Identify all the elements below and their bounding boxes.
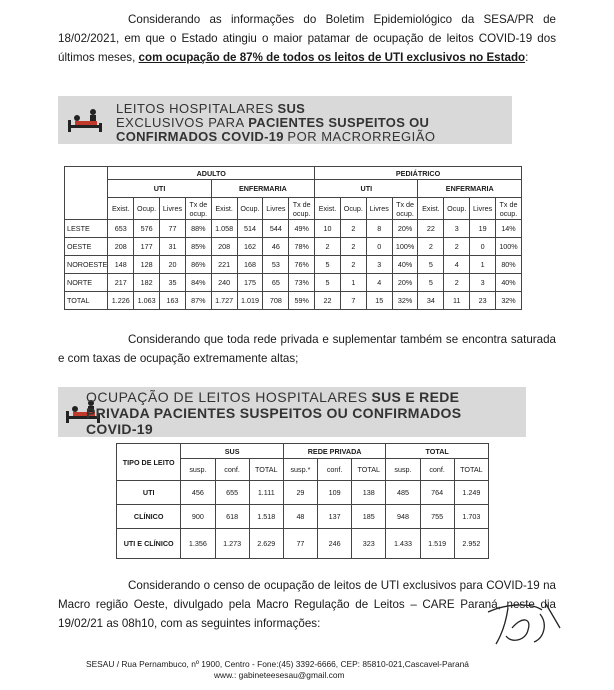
table-cell: 3	[366, 256, 392, 274]
t1-col-header: Ocup.	[340, 198, 366, 220]
table-cell: 20%	[392, 220, 418, 238]
intro-highlight: com ocupação de 87% de todos os leitos de UTI exclusivos no Estado	[138, 51, 526, 64]
table-cell: 1.518	[249, 505, 283, 529]
row-label: OESTE	[65, 238, 108, 256]
table-cell: 2	[315, 238, 341, 256]
t1-col-header: Tx de ocup.	[496, 198, 522, 220]
t1-sub-uti-adulto: UTI	[108, 180, 211, 198]
table-cell: 5	[418, 274, 444, 292]
table-cell: 31	[160, 238, 186, 256]
table-cell: 1.226	[108, 292, 134, 310]
t2-col-header: susp.*	[283, 459, 317, 481]
table-cell: 208	[108, 238, 134, 256]
banner-sus-rede-privada	[58, 387, 526, 437]
table-cell: 109	[318, 481, 352, 505]
private-network-paragraph	[58, 330, 556, 368]
table-cell: 217	[108, 274, 134, 292]
t1-group-pediatrico: PEDIÁTRICO	[315, 167, 522, 180]
table-cell: 208	[211, 238, 237, 256]
table-cell: 1.433	[386, 529, 420, 559]
table-cell: 2	[340, 256, 366, 274]
table-cell: 456	[181, 481, 215, 505]
table-cell: 76%	[289, 256, 315, 274]
table-cell: 323	[352, 529, 386, 559]
banner2-l3-bold: COVID-19	[86, 421, 153, 437]
table-cell: 185	[352, 505, 386, 529]
row-label: NOROESTE	[65, 256, 108, 274]
footer-address: SESAU / Rua Pernambuco, nº 1900, Centro - Fone:(45) 3392-6666, CEP: 85810-021,Cascavel-Paraná	[86, 659, 469, 669]
t1-body	[65, 220, 522, 310]
table-cell: 177	[134, 238, 160, 256]
t1-col-header: Exist.	[418, 198, 444, 220]
table-cell: 15	[366, 292, 392, 310]
table-cell: 5	[418, 256, 444, 274]
table-leitos-macrorregiao	[64, 166, 522, 310]
table-cell: 708	[263, 292, 289, 310]
row-label: TOTAL	[65, 292, 108, 310]
table-cell: 32%	[392, 292, 418, 310]
table-cell: 73%	[289, 274, 315, 292]
table-row	[65, 292, 522, 310]
table-cell: 77	[283, 529, 317, 559]
table-cell: 32%	[496, 292, 522, 310]
table-cell: 4	[444, 256, 470, 274]
hospital-bed-icon	[66, 106, 106, 136]
table-cell: 88%	[185, 220, 211, 238]
t1-group-adulto: ADULTO	[108, 167, 315, 180]
table-cell: 5	[315, 274, 341, 292]
table-cell: 655	[215, 481, 249, 505]
banner2-line3	[86, 421, 153, 437]
t2-body	[117, 481, 489, 559]
t2-col-header: susp.	[386, 459, 420, 481]
table-cell: 2	[340, 220, 366, 238]
t2-col-header: conf.	[215, 459, 249, 481]
table-cell: 46	[263, 238, 289, 256]
table-cell: 53	[263, 256, 289, 274]
banner-leitos-sus	[58, 96, 512, 144]
table-row	[65, 256, 522, 274]
para2-text: Considerando que toda rede privada e suplementar também se encontra saturada e com taxas de ocupação extremamente altas;	[58, 333, 556, 365]
t2-group-sus: SUS	[181, 444, 284, 459]
table-cell: 948	[386, 505, 420, 529]
table-cell: 576	[134, 220, 160, 238]
table-cell: 1	[470, 256, 496, 274]
t1-sub-uti-ped: UTI	[315, 180, 418, 198]
table-cell: 1.019	[237, 292, 263, 310]
table-cell: 514	[237, 220, 263, 238]
table-cell: 1.703	[454, 505, 488, 529]
t2-col-header: susp.	[181, 459, 215, 481]
t1-sub-enf-adulto: ENFERMARIA	[211, 180, 314, 198]
t1-col-header: Livres	[366, 198, 392, 220]
table-cell: 20	[160, 256, 186, 274]
table-cell: 2	[418, 238, 444, 256]
intro-end: :	[525, 51, 529, 64]
intro-paragraph	[58, 10, 556, 67]
table-cell: 0	[470, 238, 496, 256]
row-label: NORTE	[65, 274, 108, 292]
table-cell: 100%	[392, 238, 418, 256]
banner2-line2	[86, 405, 461, 421]
banner1-line2	[116, 115, 429, 130]
table-cell: 182	[134, 274, 160, 292]
table-cell: 5	[315, 256, 341, 274]
t1-sub-enf-ped: ENFERMARIA	[418, 180, 522, 198]
banner1-l2-light: EXCLUSIVOS PARA	[116, 115, 245, 130]
banner1-l3-bold: CONFIRMADOS COVID-19	[116, 129, 284, 144]
table-row	[117, 481, 489, 505]
table-cell: 163	[160, 292, 186, 310]
banner2-line1	[86, 389, 459, 405]
banner1-line1	[116, 101, 305, 116]
t2-tipo-header: TIPO DE LEITO	[117, 444, 181, 481]
table-cell: 85%	[185, 238, 211, 256]
table-cell: 48	[283, 505, 317, 529]
table-cell: 3	[470, 274, 496, 292]
table-cell: 544	[263, 220, 289, 238]
table-cell: 7	[340, 292, 366, 310]
t2-group-total: TOTAL	[386, 444, 489, 459]
table-cell: 59%	[289, 292, 315, 310]
signature-scribble	[482, 598, 566, 650]
t2-col-header: TOTAL	[352, 459, 386, 481]
t2-col-header: TOTAL	[454, 459, 488, 481]
table-cell: 1.063	[134, 292, 160, 310]
intro-text: Considerando as informações do Boletim Epidemiológico da SESA/PR de 18/02/2021, em que o Estado atingiu o maior patamar de ocupação de leitos COVID-19 dos últimos meses,	[58, 13, 556, 64]
table-cell: 764	[420, 481, 454, 505]
t1-column-header-row	[65, 198, 522, 220]
table-cell: 23	[470, 292, 496, 310]
table-cell: 77	[160, 220, 186, 238]
t1-col-header: Exist.	[211, 198, 237, 220]
t2-col-header: TOTAL	[249, 459, 283, 481]
table-cell: 1.249	[454, 481, 488, 505]
table-cell: 138	[352, 481, 386, 505]
table-cell: 221	[211, 256, 237, 274]
table-cell: 2	[444, 274, 470, 292]
table-cell: 653	[108, 220, 134, 238]
table-cell: 40%	[392, 256, 418, 274]
banner2-l1-light: OCUPAÇÃO DE LEITOS HOSPITALARES	[86, 389, 368, 405]
table-cell: 65	[263, 274, 289, 292]
table-cell: 1	[340, 274, 366, 292]
table-cell: 34	[418, 292, 444, 310]
t1-col-header: Tx de ocup.	[289, 198, 315, 220]
table-cell: 2.952	[454, 529, 488, 559]
row-label: LESTE	[65, 220, 108, 238]
t1-col-header: Exist.	[315, 198, 341, 220]
footer-email[interactable]: www.: gabineteesesau@gmail.com	[214, 670, 345, 680]
table-cell: 0	[366, 238, 392, 256]
table-cell: 148	[108, 256, 134, 274]
table-cell: 19	[470, 220, 496, 238]
banner2-l1-bold: SUS E REDE	[371, 389, 460, 405]
table-row	[117, 505, 489, 529]
table-cell: 8	[366, 220, 392, 238]
t1-col-header: Ocup.	[444, 198, 470, 220]
table-row	[65, 220, 522, 238]
para3-text: Considerando o censo de ocupação de leitos de UTI exclusivos para COVID-19 na Macro região Oeste, divulgado pela Macro Regulação de Leitos – CARE Paraná, neste dia 19/02/21 as 08h10, com as seguintes informações:	[58, 579, 556, 630]
table-cell: 1.727	[211, 292, 237, 310]
banner1-line3	[116, 129, 436, 144]
t2-group-rede: REDE PRIVADA	[283, 444, 386, 459]
table-cell: 35	[160, 274, 186, 292]
table-cell: 485	[386, 481, 420, 505]
table-cell: 240	[211, 274, 237, 292]
banner1-l2-bold: PACIENTES SUSPEITOS OU	[248, 115, 430, 130]
table-cell: 618	[215, 505, 249, 529]
table-cell: 22	[315, 292, 341, 310]
row-label: UTI E CLÍNICO	[117, 529, 181, 559]
table-cell: 78%	[289, 238, 315, 256]
table-cell: 162	[237, 238, 263, 256]
t1-col-header: Livres	[160, 198, 186, 220]
t1-col-header: Tx de ocup.	[185, 198, 211, 220]
row-label: CLÍNICO	[117, 505, 181, 529]
table-cell: 86%	[185, 256, 211, 274]
banner1-l1-light: LEITOS HOSPITALARES	[116, 101, 274, 116]
t1-col-header: Ocup.	[237, 198, 263, 220]
table-cell: 2	[444, 238, 470, 256]
t1-col-header: Livres	[470, 198, 496, 220]
table-cell: 2.629	[249, 529, 283, 559]
table-cell: 84%	[185, 274, 211, 292]
table-sus-rede-privada	[116, 443, 489, 559]
t2-col-header: conf.	[420, 459, 454, 481]
table-row	[117, 529, 489, 559]
table-cell: 246	[318, 529, 352, 559]
table-cell: 900	[181, 505, 215, 529]
table-cell: 1.058	[211, 220, 237, 238]
table-cell: 22	[418, 220, 444, 238]
t1-col-header: Tx de ocup.	[392, 198, 418, 220]
table-row	[65, 274, 522, 292]
table-cell: 87%	[185, 292, 211, 310]
table-cell: 80%	[496, 256, 522, 274]
table-cell: 3	[444, 220, 470, 238]
table-cell: 175	[237, 274, 263, 292]
table-cell: 168	[237, 256, 263, 274]
banner1-l1-bold: SUS	[277, 101, 306, 116]
table-cell: 11	[444, 292, 470, 310]
table-cell: 100%	[496, 238, 522, 256]
table-cell: 1.356	[181, 529, 215, 559]
table-cell: 14%	[496, 220, 522, 238]
table-cell: 755	[420, 505, 454, 529]
t1-col-header: Livres	[263, 198, 289, 220]
table-cell: 1.111	[249, 481, 283, 505]
table-cell: 128	[134, 256, 160, 274]
table-cell: 40%	[496, 274, 522, 292]
t1-corner	[65, 167, 108, 220]
table-row	[65, 238, 522, 256]
table-cell: 10	[315, 220, 341, 238]
table-cell: 1.273	[215, 529, 249, 559]
row-label: UTI	[117, 481, 181, 505]
table-cell: 1.519	[420, 529, 454, 559]
table-cell: 2	[340, 238, 366, 256]
t2-col-header: conf.	[318, 459, 352, 481]
banner1-l3-light: POR MACRORREGIÃO	[287, 129, 436, 144]
banner2-l2-bold: PRIVADA PACIENTES SUSPEITOS OU CONFIRMADOS	[86, 405, 462, 421]
table-cell: 49%	[289, 220, 315, 238]
table-cell: 20%	[392, 274, 418, 292]
t1-col-header: Ocup.	[134, 198, 160, 220]
t1-col-header: Exist.	[108, 198, 134, 220]
table-cell: 137	[318, 505, 352, 529]
table-cell: 29	[283, 481, 317, 505]
table-cell: 4	[366, 274, 392, 292]
